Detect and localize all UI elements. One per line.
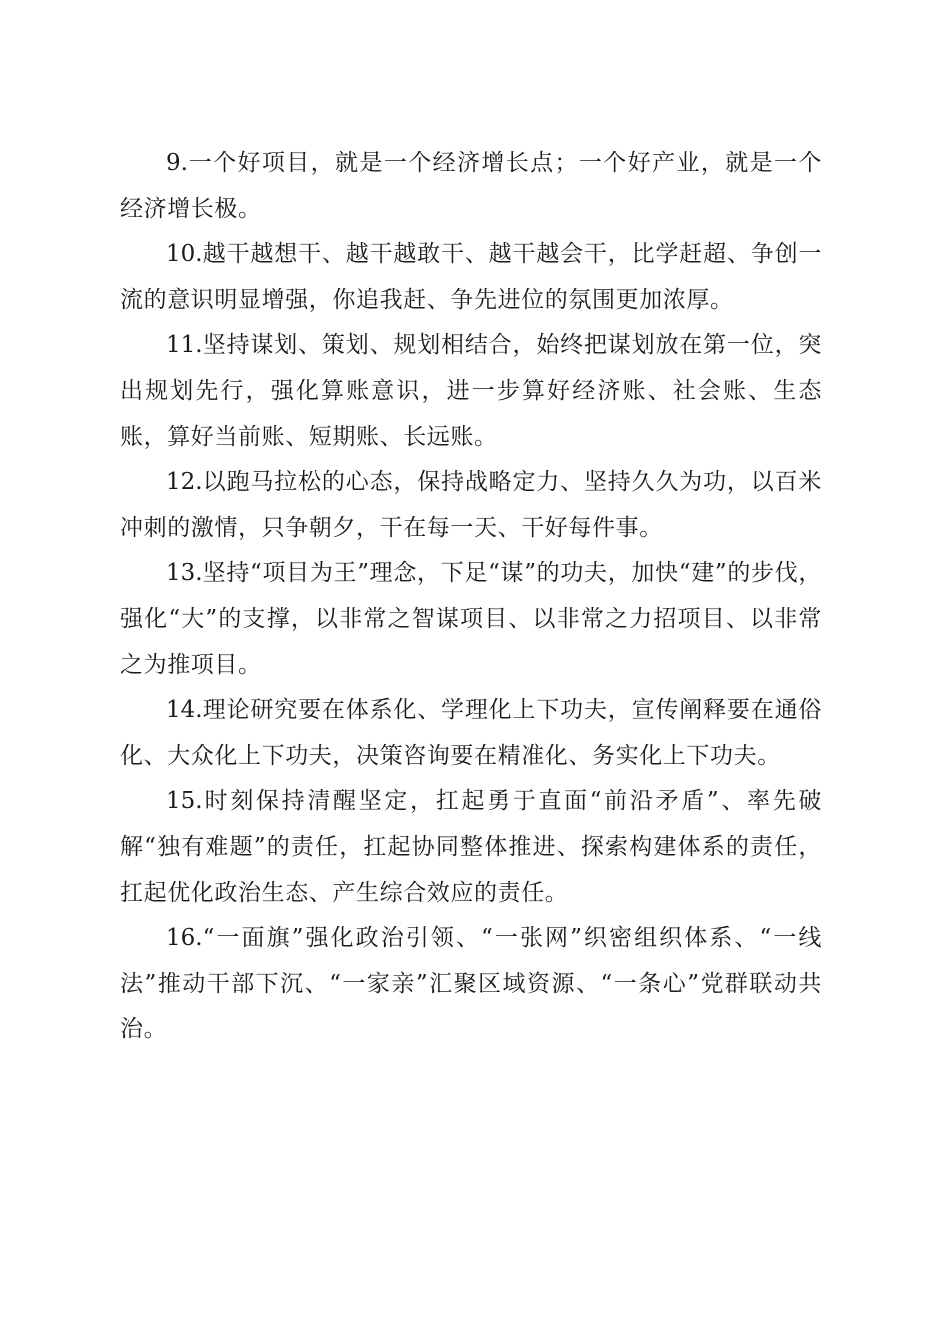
list-item-13 xyxy=(120,551,822,688)
item-text: “一面旗”强化政治引领、“一张网”织密组织体系、“一线法”推动干部下沉、“一家亲”汇聚区域资源、“一条心”党群联动共治。 xyxy=(120,925,822,1043)
item-number: 13. xyxy=(166,560,203,587)
list-item-11 xyxy=(120,323,822,460)
item-text: 一个好项目，就是一个经济增长点；一个好产业，就是一个经济增长极。 xyxy=(120,150,822,222)
list-item-12 xyxy=(120,460,822,551)
item-number: 16. xyxy=(166,925,203,952)
list-item-10 xyxy=(120,232,822,323)
item-text: 理论研究要在体系化、学理化上下功夫，宣传阐释要在通俗化、大众化上下功夫，决策咨询要在精准化、务实化上下功夫。 xyxy=(120,697,822,769)
item-text: 越干越想干、越干越敢干、越干越会干，比学赶超、争创一流的意识明显增强，你追我赶、争先进位的氛围更加浓厚。 xyxy=(120,241,822,313)
item-number: 11. xyxy=(166,332,203,359)
item-number: 12. xyxy=(166,469,203,496)
item-text: 以跑马拉松的心态，保持战略定力、坚持久久为功，以百米冲刺的激情，只争朝夕，干在每一天、干好每件事。 xyxy=(120,469,822,541)
item-number: 14. xyxy=(166,697,203,724)
list-item-9 xyxy=(120,141,822,232)
list-item-16 xyxy=(120,916,822,1053)
list-item-15 xyxy=(120,779,822,916)
item-number: 10. xyxy=(166,241,203,268)
item-text: 时刻保持清醒坚定，扛起勇于直面“前沿矛盾”、率先破解“独有难题”的责任，扛起协同整体推进、探索构建体系的责任，扛起优化政治生态、产生综合效应的责任。 xyxy=(120,788,822,906)
item-number: 15. xyxy=(166,788,203,815)
item-text: 坚持谋划、策划、规划相结合，始终把谋划放在第一位，突出规划先行，强化算账意识，进一步算好经济账、社会账、生态账，算好当前账、短期账、长远账。 xyxy=(120,332,822,450)
item-number: 9. xyxy=(166,150,188,176)
list-item-14 xyxy=(120,688,822,779)
item-text: 坚持“项目为王”理念，下足“谋”的功夫，加快“建”的步伐，强化“大”的支撑，以非常之智谋项目、以非常之力招项目、以非常之为推项目。 xyxy=(120,560,822,678)
